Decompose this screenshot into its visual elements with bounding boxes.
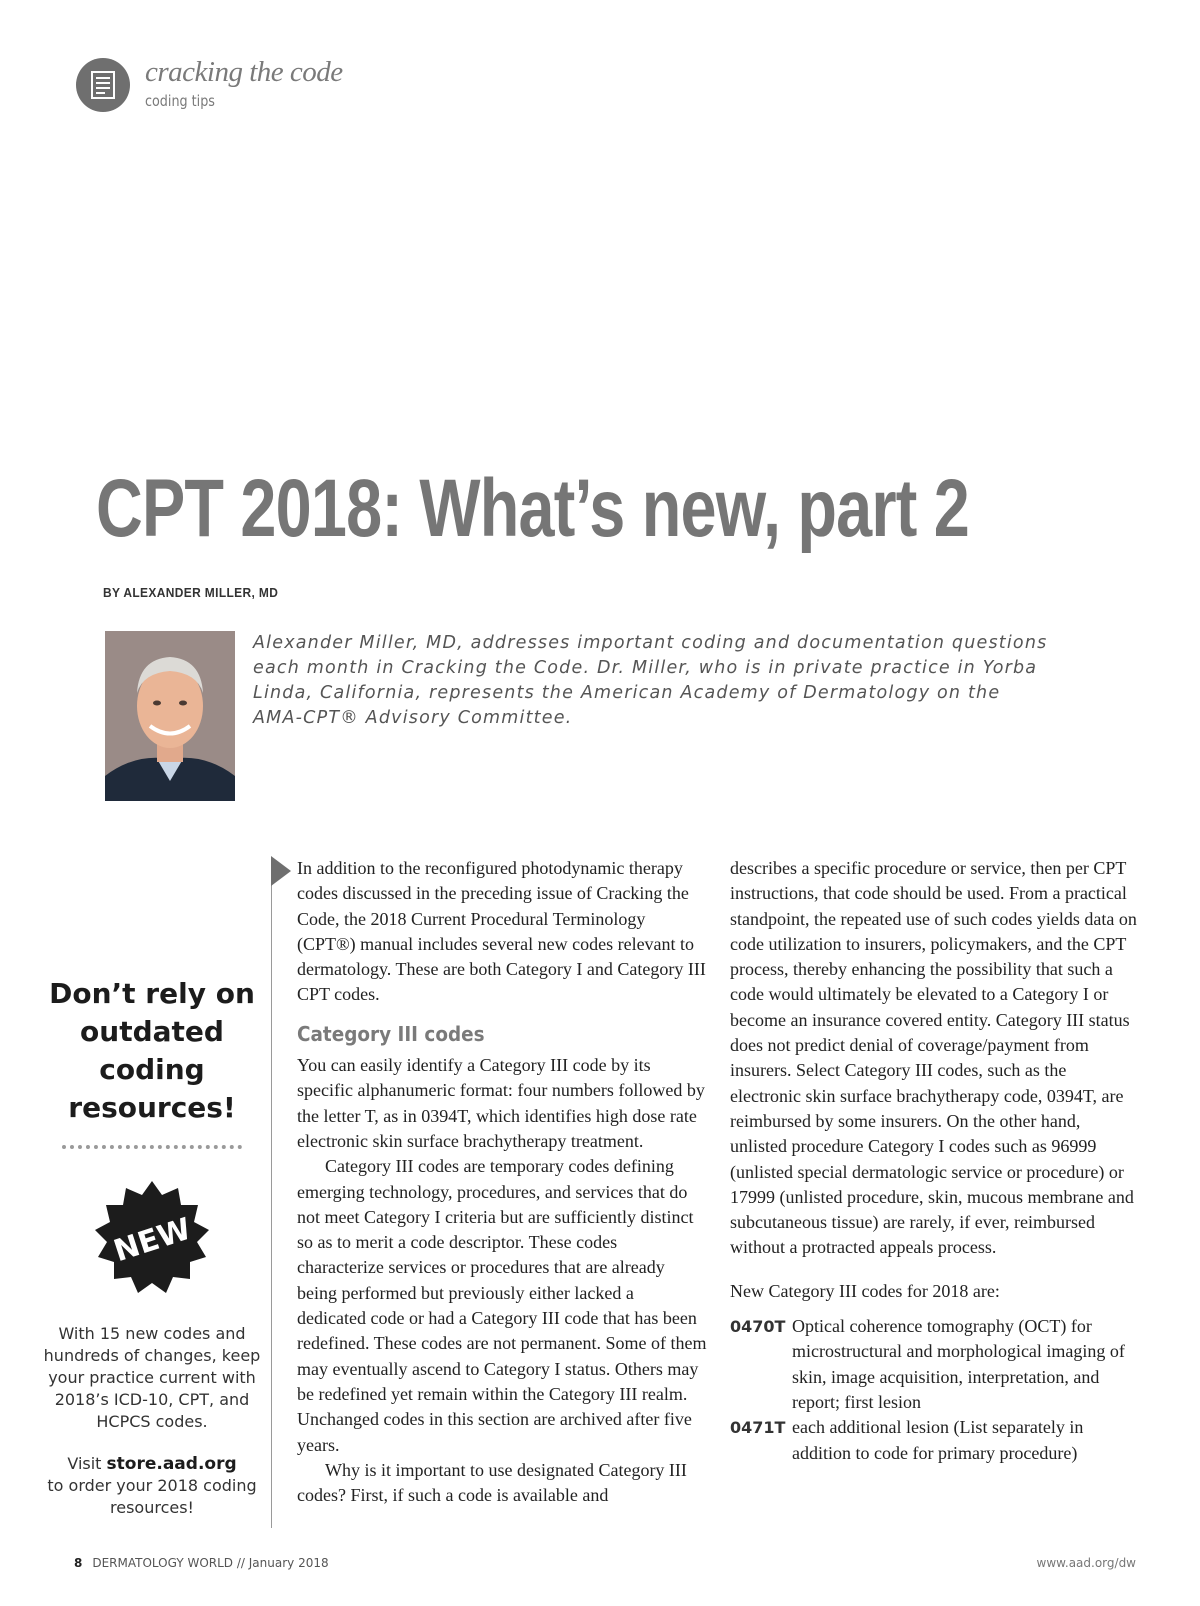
publication-name: DERMATOLOGY WORLD // January 2018 — [92, 1556, 329, 1570]
paragraph: Category III codes are temporary codes defining emerging technology, procedures, and services that do not meet Category I criteria but are sufficiently distinct so as to merit a code descriptor. These codes characterize services or procedures that are already being performed but previously either lacked a dedicated code or had a Category III code that has been redefined. These codes are not permanent. Some of them may eventually ascend to Category I status. Others may be redefined yet remain within the Category III realm. Unchanged codes in this section are archived after five years. — [297, 1156, 707, 1455]
author-photo — [105, 631, 235, 801]
page-number: 8 — [74, 1556, 83, 1570]
sidebar-headline: Don’t rely on outdated coding resources! — [49, 977, 255, 1124]
section-subtitle: coding tips — [145, 92, 215, 110]
sidebar-body: With 15 new codes and hundreds of changes, keep your practice current with 2018’s ICD-10, CPT, and HCPCS codes. — [43, 1324, 261, 1431]
sidebar-divider — [62, 1145, 242, 1149]
intro-paragraph: In addition to the reconfigured photodynamic therapy codes discussed in the preceding issue of Cracking the Code, the 2018 Current Procedural Terminology (CPT®) manual includes several new codes relevant to dermatology. These are both Category I and Category III CPT codes. — [297, 858, 706, 1005]
code-description: Optical coherence tomography (OCT) for microstructural and morphological imaging of skin, image acquisition, interpretation, and report; first lesion — [792, 1316, 1125, 1412]
section-title: cracking the code — [145, 56, 343, 88]
paragraph: Why is it important to use designated Category III codes? First, if such a code is available and — [297, 1459, 687, 1506]
article-title: CPT 2018: What’s new, part 2 — [96, 463, 970, 554]
footer-left — [74, 1556, 329, 1570]
paragraph: You can easily identify a Category III code by its specific alphanumeric format: four numbers followed by the letter T, as in 0394T, which identifies high dose rate electronic skin surface brachytherapy treatment. — [297, 1055, 705, 1151]
code-number: 0470T — [730, 1317, 786, 1337]
sidebar-cta-suffix: to order your 2018 coding resources! — [47, 1476, 257, 1517]
code-entry — [730, 1314, 1140, 1415]
document-icon — [91, 71, 115, 99]
code-number: 0471T — [730, 1418, 786, 1438]
footer-url[interactable]: www.aad.org/dw — [1036, 1556, 1136, 1570]
sidebar-ad — [42, 975, 262, 1519]
byline: BY ALEXANDER MILLER, MD — [103, 585, 279, 600]
section-heading: Category III codes — [297, 1021, 485, 1046]
sidebar-cta-prefix: Visit — [67, 1454, 102, 1473]
new-badge — [92, 1179, 212, 1299]
new-badge-label: NEW — [109, 1211, 196, 1270]
store-link[interactable]: store.aad.org — [106, 1454, 237, 1474]
author-bio: Alexander Miller, MD, addresses important coding and documentation questions each month in Cracking the Code. Dr. Miller, who is in private practice in Yorba Linda, California, represents the American Academy of Dermatology on the AMA-CPT® Advisory Committee. — [253, 633, 1048, 728]
body-column-1 — [297, 856, 707, 1508]
code-list-intro: New Category III codes for 2018 are: — [730, 1280, 1000, 1301]
column-rule — [271, 868, 272, 1528]
section-icon — [76, 58, 130, 112]
body-column-2 — [730, 856, 1140, 1466]
code-entry — [730, 1415, 1140, 1466]
code-description: each additional lesion (List separately in addition to code for primary procedure) — [792, 1417, 1084, 1463]
paragraph: describes a specific procedure or service, then per CPT instructions, that code should be used. From a practical standpoint, the repeated use of such codes yields data on code utilization to insurers, policymakers, and the CPT process, thereby enhancing the possibility that such a code would ultimately be elevated to a Category I or become an insurance covered entity. Category III status does not predict denial of coverage/payment from insurers. Select Category III codes, such as the electronic skin surface brachytherapy code, 0394T, are reimbursed by some insurers. On the other hand, unlisted procedure Category I codes such as 96999 (unlisted special dermatologic service or procedure) or 17999 (unlisted procedure, skin, mucous membrane and subcutaneous tissue) are rarely, if ever, reimbursed without a protracted appeals process. — [730, 858, 1137, 1258]
sidebar-cta — [42, 1453, 262, 1519]
triangle-marker-icon — [271, 856, 291, 886]
